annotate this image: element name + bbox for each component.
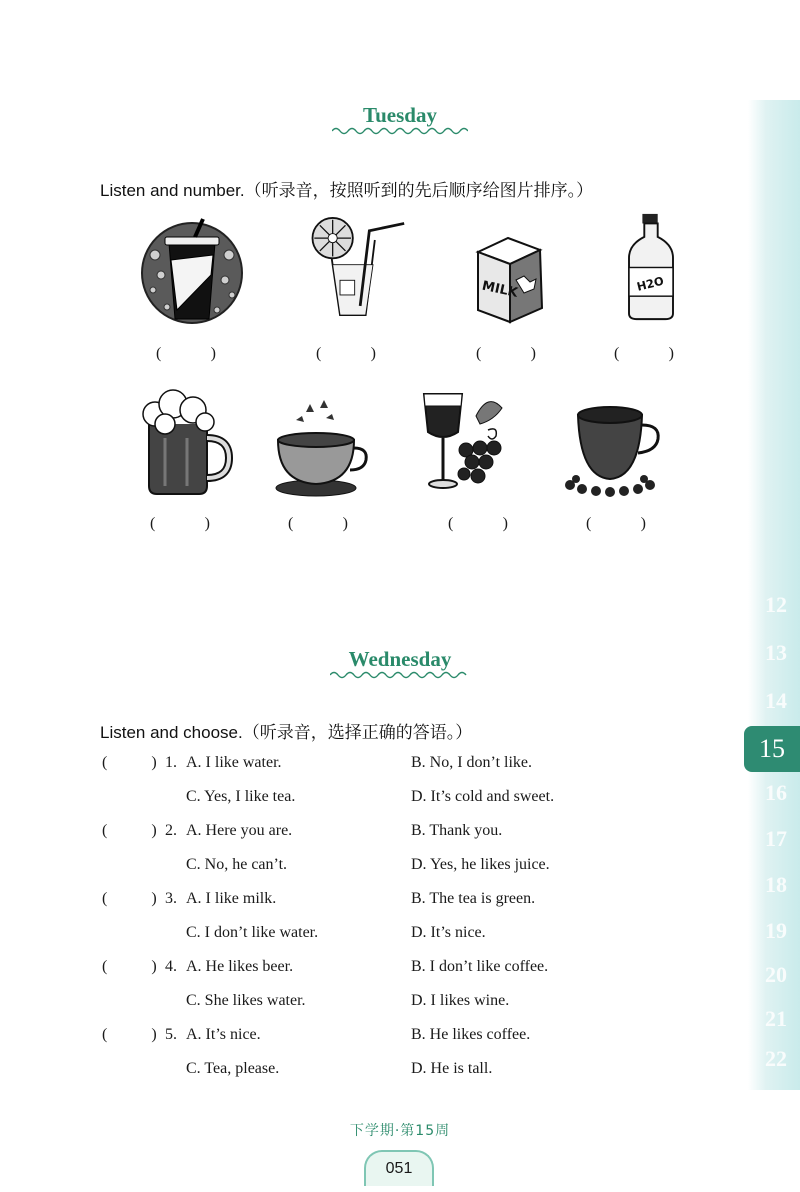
wednesday-instruction: Listen and choose.（听录音，选择正确的答语。） <box>100 723 473 742</box>
answer-blank[interactable] <box>102 754 157 772</box>
title-wave-decoration <box>330 670 470 680</box>
option-a: A. He likes beer. <box>186 958 294 975</box>
option-c: C. Tea, please. <box>186 1060 280 1077</box>
question-number: 3. <box>165 890 177 907</box>
tuesday-instruction: Listen and number.（听录音，按照听到的先后顺序给图片排序。） <box>100 181 594 200</box>
paren-open: ( <box>102 754 108 771</box>
page-number: 051 <box>364 1150 434 1186</box>
answer-blank[interactable] <box>102 1026 157 1044</box>
side-tab-number[interactable]: 13 <box>765 640 787 665</box>
option-d: D. It’s cold and sweet. <box>411 788 555 805</box>
paren-close: ) <box>151 958 157 975</box>
option-a: A. I like water. <box>186 754 282 771</box>
option-b: B. Thank you. <box>411 822 503 839</box>
answer-blank[interactable]: ( ) <box>448 515 508 532</box>
side-tab-number[interactable]: 14 <box>765 688 787 713</box>
milk-carton-icon <box>458 225 568 335</box>
option-a: A. I like milk. <box>186 890 277 907</box>
option-d: D. I likes wine. <box>411 992 510 1009</box>
question-number: 1. <box>165 754 177 771</box>
option-d: D. It’s nice. <box>411 924 486 941</box>
footer-week-label: 下学期·第15周 <box>349 1123 451 1139</box>
paren-open: ( <box>102 890 108 907</box>
option-d: D. Yes, he likes juice. <box>411 856 550 873</box>
paren-open: ( <box>102 1026 108 1043</box>
svg-text:H2O: H2O <box>635 273 666 294</box>
question-number: 2. <box>165 822 177 839</box>
side-tab-number[interactable]: 19 <box>765 918 787 943</box>
paren-close: ) <box>151 1026 157 1043</box>
side-tab-number[interactable]: 20 <box>765 962 787 987</box>
paren-open: ( <box>102 822 108 839</box>
answer-blank[interactable]: ( ) <box>586 515 646 532</box>
tuesday-title: Tuesday <box>363 103 437 127</box>
question-number: 4. <box>165 958 177 975</box>
answer-blank[interactable]: ( ) <box>316 345 376 362</box>
option-c: C. She likes water. <box>186 992 306 1009</box>
side-tab-active[interactable]: 15 <box>744 726 800 772</box>
answer-blank[interactable]: ( ) <box>156 345 216 362</box>
water-bottle-icon <box>596 212 706 322</box>
side-tab-number[interactable]: 18 <box>765 872 787 897</box>
title-wave-decoration <box>332 126 468 136</box>
soda-cup-icon <box>137 215 247 325</box>
option-a: A. It’s nice. <box>186 1026 261 1043</box>
side-tab-number[interactable]: 16 <box>765 780 787 805</box>
side-tab-number[interactable]: 22 <box>765 1046 787 1071</box>
option-a: A. Here you are. <box>186 822 293 839</box>
paren-open: ( <box>102 958 108 975</box>
answer-blank[interactable] <box>102 890 157 908</box>
option-b: B. No, I don’t like. <box>411 754 533 771</box>
tea-cup-icon <box>266 395 376 505</box>
answer-blank[interactable] <box>102 822 157 840</box>
answer-blank[interactable]: ( ) <box>150 515 210 532</box>
option-b: B. He likes coffee. <box>411 1026 531 1043</box>
svg-text:MILK: MILK <box>480 278 520 301</box>
option-c: C. Yes, I like tea. <box>186 788 296 805</box>
option-b: B. I don’t like coffee. <box>411 958 549 975</box>
paren-close: ) <box>151 890 157 907</box>
question-number: 5. <box>165 1026 177 1043</box>
beer-mug-icon <box>130 388 240 498</box>
option-c: C. I don’t like water. <box>186 924 319 941</box>
option-d: D. He is tall. <box>411 1060 493 1077</box>
answer-blank[interactable] <box>102 958 157 976</box>
juice-glass-icon <box>296 212 406 322</box>
answer-blank[interactable]: ( ) <box>476 345 536 362</box>
wine-grapes-icon <box>418 386 528 496</box>
side-tab-number[interactable]: 12 <box>765 592 787 617</box>
wednesday-title: Wednesday <box>348 647 452 671</box>
paren-close: ) <box>151 754 157 771</box>
answer-blank[interactable]: ( ) <box>614 345 674 362</box>
coffee-cup-icon <box>560 392 670 502</box>
paren-close: ) <box>151 822 157 839</box>
option-c: C. No, he can’t. <box>186 856 288 873</box>
answer-blank[interactable]: ( ) <box>288 515 348 532</box>
side-tab-number[interactable]: 17 <box>765 826 787 851</box>
option-b: B. The tea is green. <box>411 890 536 907</box>
side-tab-number[interactable]: 21 <box>765 1006 787 1031</box>
